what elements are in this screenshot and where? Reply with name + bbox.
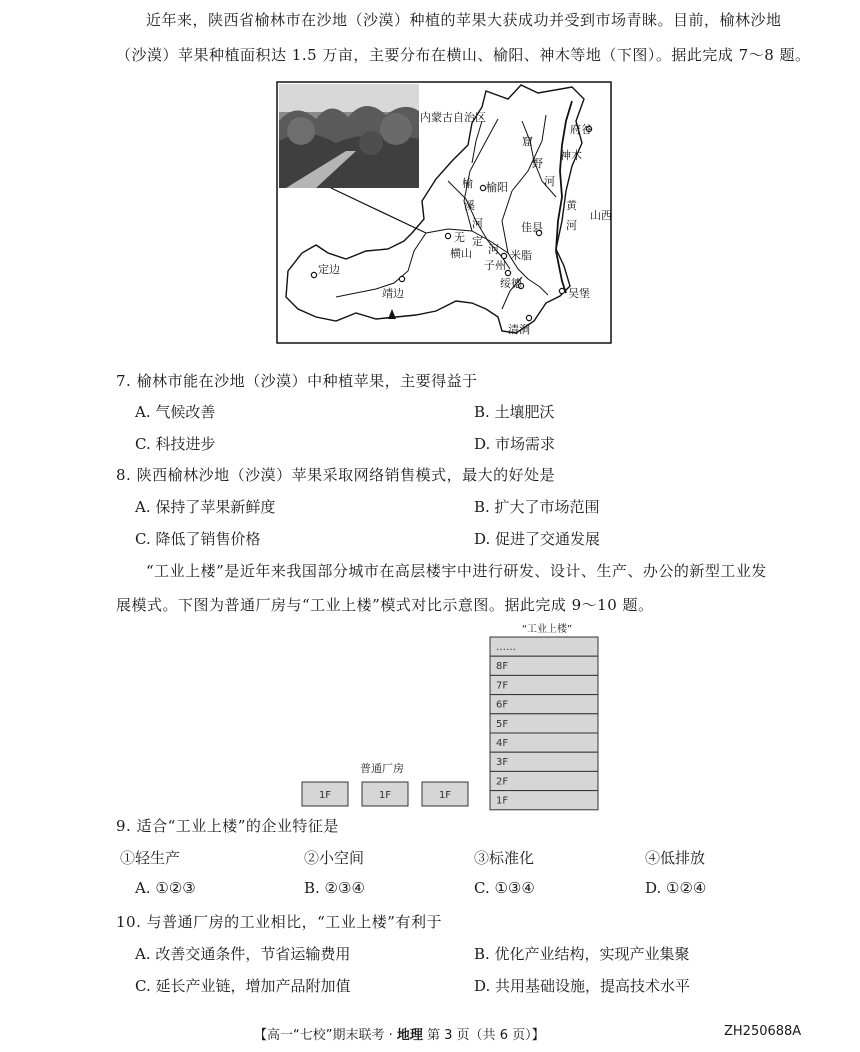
- label-zizhou: 子州: [484, 259, 506, 272]
- footer-exam-title: 【高一“七校”期末联考 ·: [254, 1028, 397, 1043]
- tall-floor-label: 7F: [496, 680, 509, 692]
- question-9-item-1: ①轻生产: [120, 849, 181, 867]
- question-10-option-c: C. 延长产业链，增加产品附加值: [135, 977, 351, 995]
- jingbian-dot: [399, 276, 404, 281]
- label-xi: 溪: [464, 199, 475, 212]
- yuyang-dot: [480, 185, 485, 190]
- label-ye: 野: [532, 157, 543, 170]
- label-ding: 定: [472, 235, 483, 248]
- ordinary-floor-label: 1F: [438, 790, 452, 801]
- label-wubao: 吴堡: [568, 287, 590, 300]
- question-7-option-b: B. 土壤肥沃: [474, 403, 555, 421]
- question-9-stem: 9. 适合“工业上楼”的企业特征是: [116, 817, 339, 835]
- question-9-option-a: A. ①②③: [135, 879, 196, 897]
- label-jiaxian: 佳县: [521, 221, 543, 234]
- tall-floor-label: 3F: [496, 757, 509, 769]
- label-huang: 黄: [566, 199, 577, 212]
- question-8-option-d: D. 促进了交通发展: [474, 530, 601, 548]
- question-7-option-d: D. 市场需求: [474, 435, 556, 453]
- tall-floor-label: 6F: [496, 699, 509, 711]
- label-hengshan: 横山: [450, 247, 472, 260]
- question-8-option-a: A. 保持了苹果新鲜度: [135, 498, 276, 516]
- footer-subject: 地理: [396, 1028, 423, 1043]
- tall-floor-label: 8F: [496, 661, 509, 673]
- label-suide: 绥德: [500, 277, 522, 290]
- question-8-stem: 8. 陕西榆林沙地（沙漠）苹果采取网络销售模式，最大的好处是: [116, 466, 556, 484]
- label-mizhi: 米脂: [510, 249, 532, 262]
- question-7-option-a: A. 气候改善: [135, 403, 216, 421]
- tall-floor-label: 5F: [496, 718, 509, 730]
- intro-paragraph-1-line-1: 近年来，陕西省榆林市在沙地（沙漠）种植的苹果大获成功并受到市场青睐。目前，榆林沙地: [146, 11, 782, 29]
- intro-paragraph-2-line-1: “工业上楼”是近年来我国部分城市在高层楼宇中进行研发、设计、生产、办公的新型工业发: [146, 562, 767, 580]
- question-7-option-c: C. 科技进步: [135, 435, 216, 453]
- tall-floor-label: 4F: [496, 738, 509, 749]
- qingjian-dot: [526, 315, 531, 320]
- question-9-item-2: ②小空间: [304, 849, 365, 867]
- label-he-1: 河: [544, 175, 555, 188]
- question-10-stem: 10. 与普通厂房的工业相比，“工业上楼”有利于: [116, 913, 442, 931]
- label-inner-mongolia: 内蒙古自治区: [420, 111, 486, 124]
- label-yu: 榆: [462, 177, 473, 190]
- question-10-option-d: D. 共用基础设施，提高技术水平: [474, 977, 691, 995]
- label-jingbian: 靖边: [382, 287, 404, 300]
- question-9-item-4: ④低排放: [645, 849, 706, 867]
- label-he-4: 河: [488, 243, 499, 256]
- question-10-option-a: A. 改善交通条件，节省运输费用: [135, 945, 351, 963]
- question-9-item-3: ③标准化: [474, 849, 535, 867]
- label-ku: 窟: [522, 135, 533, 148]
- intro-paragraph-1-line-2: （沙漠）苹果种植面积达 1.5 万亩，主要分布在横山、榆阳、神木等地（下图）。据此完成 7～8 题。: [116, 46, 811, 64]
- yulin-map-figure: [276, 81, 612, 344]
- ordinary-floor-label: 1F: [378, 790, 392, 801]
- question-8-option-c: C. 降低了销售价格: [135, 530, 261, 548]
- label-shanxi: 山西: [590, 209, 612, 222]
- mizhi-dot: [501, 253, 506, 258]
- intro-paragraph-2-line-2: 展模式。下图为普通厂房与“工业上楼”模式对比示意图。据此完成 9～10 题。: [116, 596, 654, 614]
- question-10-option-b: B. 优化产业结构，实现产业集聚: [474, 945, 690, 963]
- dingbian-dot: [311, 272, 316, 277]
- tall-floor-label: ……: [496, 642, 516, 653]
- question-7-stem: 7. 榆林市能在沙地（沙漠）中种植苹果，主要得益于: [116, 372, 478, 390]
- wubao-dot: [559, 288, 564, 293]
- label-he-2: 河: [566, 219, 577, 232]
- question-9-option-d: D. ①②④: [645, 879, 707, 897]
- factory-comparison-figure: [290, 620, 620, 812]
- hengshan-dot: [445, 233, 450, 238]
- footer-code: ZH250688A: [724, 1024, 802, 1039]
- label-he-3: 河: [472, 217, 483, 230]
- orchard-photo: [279, 84, 419, 188]
- ordinary-factory-title: 普通厂房: [360, 762, 404, 775]
- label-yuyang: 榆阳: [486, 181, 508, 194]
- label-qingjian: 清涧: [508, 323, 530, 336]
- label-dingbian: 定边: [318, 263, 340, 276]
- question-8-option-b: B. 扩大了市场范围: [474, 498, 600, 516]
- page-footer: [254, 1024, 545, 1043]
- tall-building-title: “工业上楼”: [521, 624, 573, 635]
- zizhou-dot: [505, 270, 510, 275]
- ordinary-floor-label: 1F: [318, 790, 332, 801]
- footer-page-number: 第 3 页（共 6 页）】: [422, 1028, 545, 1043]
- label-shenmu: 神木: [560, 149, 582, 162]
- question-9-option-c: C. ①③④: [474, 879, 535, 897]
- tall-floor-label: 1F: [496, 795, 509, 807]
- label-fugu: 府谷: [570, 123, 592, 136]
- label-wu: 无: [454, 231, 465, 244]
- question-9-option-b: B. ②③④: [304, 879, 365, 897]
- tall-floor-label: 2F: [496, 776, 509, 788]
